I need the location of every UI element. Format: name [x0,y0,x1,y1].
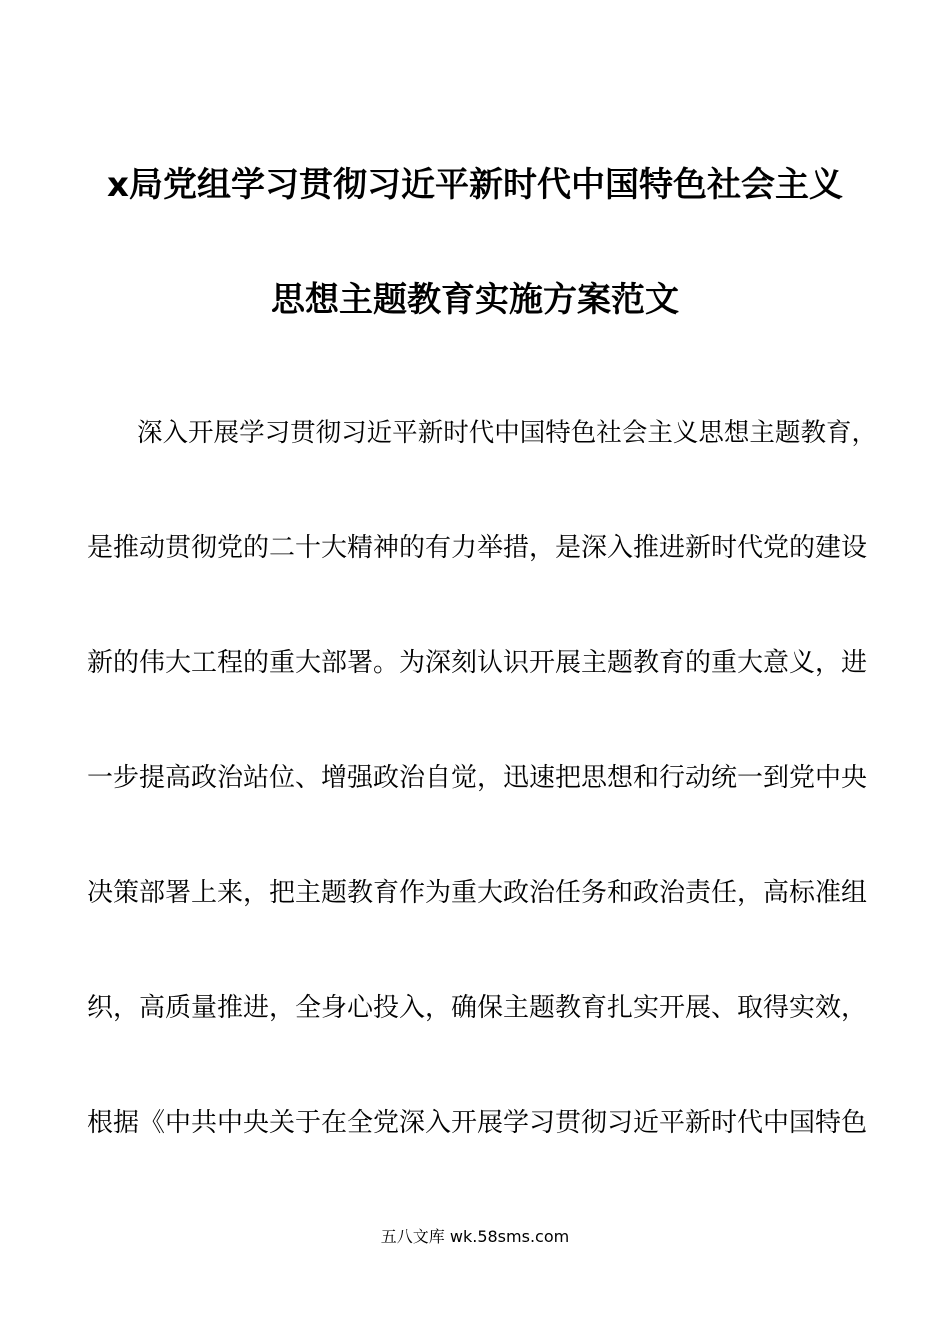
document-title-line-1: x局党组学习贯彻习近平新时代中国特色社会主义 [107,165,843,205]
document-title-line-2: 思想主题教育实施方案范文 [271,280,679,320]
body-text-line-4: 一步提高政治站位、增强政治自觉，迅速把思想和行动统一到党中央 [87,763,868,793]
body-text-line-3: 新的伟大工程的重大部署。为深刻认识开展主题教育的重大意义，进 [87,648,868,678]
footer-watermark: 五八文库 wk.58sms.com [380,1227,570,1246]
body-text-line-1: 深入开展学习贯彻习近平新时代中国特色社会主义思想主题教育， [137,418,877,448]
body-text-line-5: 决策部署上来，把主题教育作为重大政治任务和政治责任，高标准组 [87,878,868,908]
body-text-line-2: 是推动贯彻党的二十大精神的有力举措，是深入推进新时代党的建设 [87,533,868,563]
body-text-line-6: 织，高质量推进，全身心投入，确保主题教育扎实开展、取得实效， [87,993,868,1023]
body-text-line-7: 根据《中共中央关于在全党深入开展学习贯彻习近平新时代中国特色 [87,1108,868,1138]
